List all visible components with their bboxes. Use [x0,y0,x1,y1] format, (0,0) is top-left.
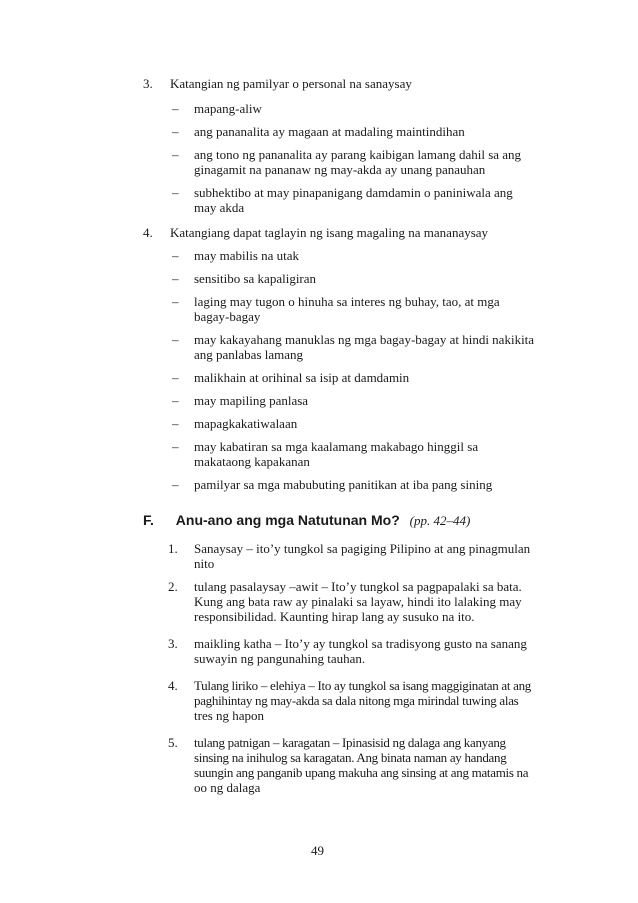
bullet-dash: – [172,124,179,139]
section-4-item: malikhain at orihinal sa isip at damdamin [194,370,410,385]
section-f-heading [143,512,470,529]
f-item-line: oo ng dalaga [194,780,261,795]
f-item-number: 5. [168,735,178,750]
section-4-item-cont: ang panlabas lamang [194,347,304,362]
section-f-letter: F. [143,512,154,528]
section-4-item: pamilyar sa mga mabubuting panitikan at iba pang sining [194,477,493,492]
section-3-item: mapang-aliw [194,101,262,116]
f-item-number: 1. [168,541,178,556]
f-item-number: 2. [168,579,178,594]
section-3-item: subhektibo at may pinapanigang damdamin o paniniwala ang [194,185,513,200]
bullet-dash: – [172,370,179,385]
bullet-dash: – [172,439,179,454]
section-4-item: may kabatiran sa mga kaalamang makabago hinggil sa [194,439,479,454]
f-item-number: 4. [168,678,178,693]
section-4-item: may mabilis na utak [194,248,300,263]
section-3-number: 3. [143,76,153,91]
section-3-item-cont: ginagamit na pananaw ng may-akda ay unang panauhan [194,162,486,177]
section-4-item-cont: makataong kapakanan [194,454,310,469]
f-item-line: responsibilidad. Kaunting hirap lang ay susuko na ito. [194,609,475,624]
page-number: 49 [311,843,324,858]
f-item-line: paghihintay ng may-akda sa dala nitong mga mirindal tuwing alas [194,693,519,708]
bullet-dash: – [172,416,179,431]
f-item-line: tulang pasalaysay –awit – Ito’y tungkol sa pagpapalaki sa bata. [194,579,522,594]
section-4-item: laging may tugon o hinuha sa interes ng buhay, tao, at mga [194,294,500,309]
bullet-dash: – [172,271,179,286]
section-4-item: may mapiling panlasa [194,393,309,408]
f-item-line: nito [194,556,215,571]
bullet-dash: – [172,101,179,116]
bullet-dash: – [172,477,179,492]
f-item-line: sinsing na inihulog sa karagatan. Ang binata naman ay handang [194,750,507,765]
section-4-item: mapagkakatiwalaan [194,416,298,431]
bullet-dash: – [172,147,179,162]
f-item-line: tulang patnigan – karagatan – Ipinasisid ng dalaga ang kanyang [194,735,506,750]
f-item-line: suwayin ng pangunahing tauhan. [194,651,366,666]
section-4-title: Katangiang dapat taglayin ng isang magaling na mananaysay [170,225,489,240]
bullet-dash: – [172,393,179,408]
section-4-item-cont: bagay-bagay [194,309,261,324]
f-item-line: Tulang liriko – elehiya – Ito ay tungkol sa isang maggiginatan at ang [194,678,531,693]
bullet-dash: – [172,332,179,347]
f-item-line: suungin ang panganib upang makuha ang sinsing at ang matamis na [194,765,529,780]
section-4-item: may kakayahang manuklas ng mga bagay-bagay at hindi nakikita [194,332,535,347]
f-item-line: Sanaysay – ito’y tungkol sa pagiging Pilipino at ang pinagmulan [194,541,531,556]
f-item-line: Kung ang bata raw ay pinalaki sa layaw, hindi ito lalaking may [194,594,522,609]
f-item-line: tres ng hapon [194,708,265,723]
section-3-title: Katangian ng pamilyar o personal na sanaysay [170,76,412,91]
section-3-item: ang tono ng pananalita ay parang kaibigan lamang dahil sa ang [194,147,522,162]
f-item-line: maikling katha – Ito’y ay tungkol sa tradisyong gusto na sanang [194,636,527,651]
bullet-dash: – [172,294,179,309]
section-f-pages: (pp. 42–44) [409,513,471,528]
section-4-number: 4. [143,225,153,240]
bullet-dash: – [172,185,179,200]
f-item-number: 3. [168,636,178,651]
section-3-item-cont: may akda [194,200,245,215]
section-4-item: sensitibo sa kapaligiran [194,271,317,286]
bullet-dash: – [172,248,179,263]
section-3-item: ang pananalita ay magaan at madaling maintindihan [194,124,465,139]
section-f-title: Anu-ano ang mga Natutunan Mo? [175,512,400,528]
